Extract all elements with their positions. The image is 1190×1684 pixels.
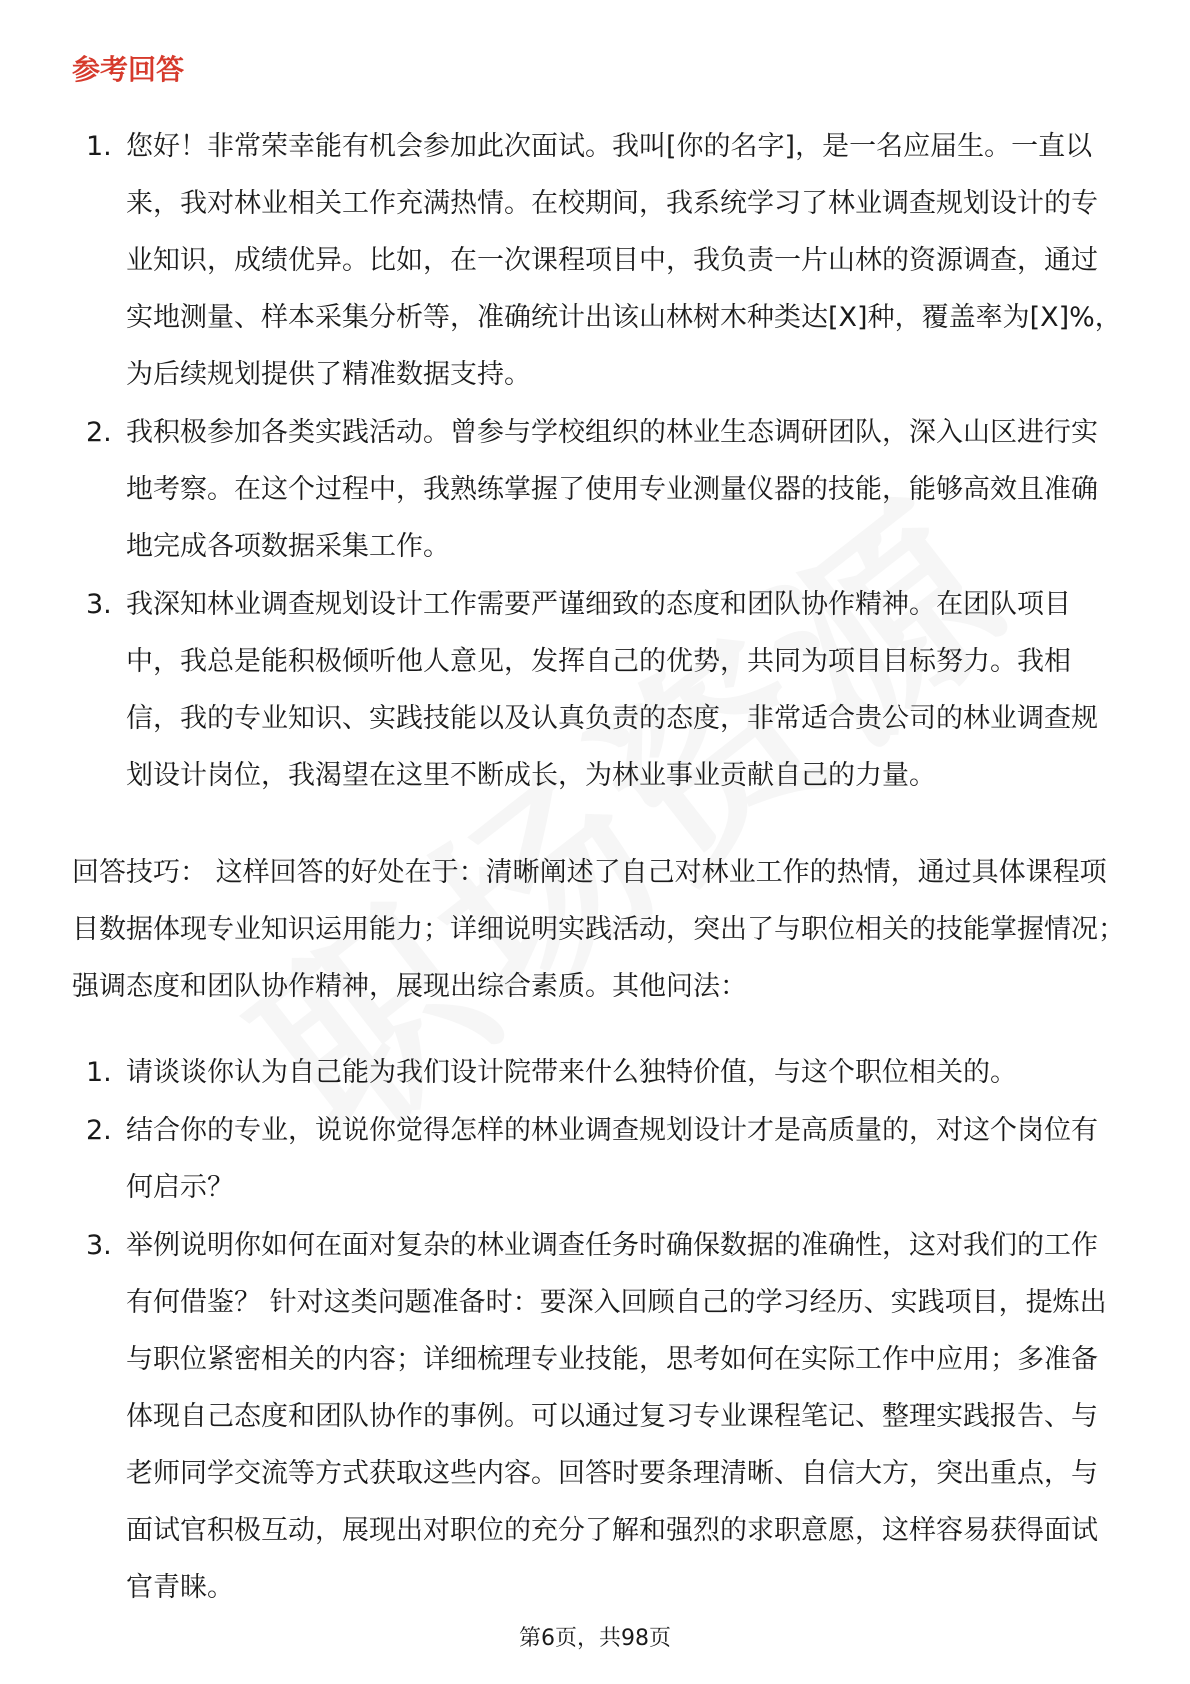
list-item (72, 1044, 1122, 1101)
list-item-text: 举例说明你如何在面对复杂的林业调查任务时确保数据的准确性，这对我们的工作有何借鉴？ 针对这类问题准备时：要深入回顾自己的学习经历、实践项目，提炼出与职位紧密相关的内容；详细梳理专业技能，思考如何在实际工作中应用；多准备体现自己态度和团队协作的事例。可以通过复习专业课程笔记、整理实践报告、与老师同学交流等方式获取这些内容。回答时要条理清晰、自信大方，突出重点，与面试官积极互动，展现出对职位的充分了解和强烈的求职意愿，这样容易获得面试官青睐。 (126, 1230, 1107, 1603)
list-item (72, 404, 1122, 575)
followup-question-list (72, 1044, 1122, 1617)
page-number-footer: 第6页，共98页 (519, 1626, 671, 1651)
list-number: 2. (86, 1115, 112, 1146)
list-item-text: 您好！非常荣幸能有机会参加此次面试。我叫[你的名字]，是一名应届生。一直以来，我对林业相关工作充满热情。在校期间，我系统学习了林业调查规划设计的专业知识，成绩优异。比如，在一次课程项目中，我负责一片山林的资源调查，通过实地测量、样本采集分析等，准确统计出该山林树木种类达[X]种，覆盖率为[X]%，为后续规划提供了精准数据支持。 (126, 131, 1122, 390)
list-item-text: 我深知林业调查规划设计工作需要严谨细致的态度和团队协作精神。在团队项目中，我总是能积极倾听他人意见，发挥自己的优势，共同为项目目标努力。我相信，我的专业知识、实践技能以及认真负责的态度，非常适合贵公司的林业调查规划设计岗位，我渴望在这里不断成长，为林业事业贡献自己的力量。 (126, 589, 1098, 791)
list-item (72, 576, 1122, 804)
list-item-text: 请谈谈你认为自己能为我们设计院带来什么独特价值，与这个职位相关的。 (126, 1057, 1017, 1088)
list-number: 1. (86, 131, 112, 162)
list-item-text: 我积极参加各类实践活动。曾参与学校组织的林业生态调研团队，深入山区进行实地考察。在这个过程中，我熟练掌握了使用专业测量仪器的技能，能够高效且准确地完成各项数据采集工作。 (126, 417, 1098, 562)
list-item (72, 1102, 1122, 1216)
list-number: 1. (86, 1057, 112, 1088)
list-number: 2. (86, 417, 112, 448)
list-number: 3. (86, 1230, 112, 1261)
section-title: 参考回答 (72, 53, 185, 86)
list-number: 3. (86, 589, 112, 620)
answer-list (72, 118, 1122, 805)
list-item (72, 1217, 1122, 1616)
list-item-text: 结合你的专业，说说你觉得怎样的林业调查规划设计才是高质量的，对这个岗位有何启示？ (126, 1115, 1098, 1203)
answer-tips-paragraph: 回答技巧： 这样回答的好处在于：清晰阐述了自己对林业工作的热情，通过具体课程项目数据体现专业知识运用能力；详细说明实践活动，突出了与职位相关的技能掌握情况；强调态度和团队协作精神，展现出综合素质。其他问法： (72, 857, 1125, 1002)
list-item (72, 118, 1122, 403)
